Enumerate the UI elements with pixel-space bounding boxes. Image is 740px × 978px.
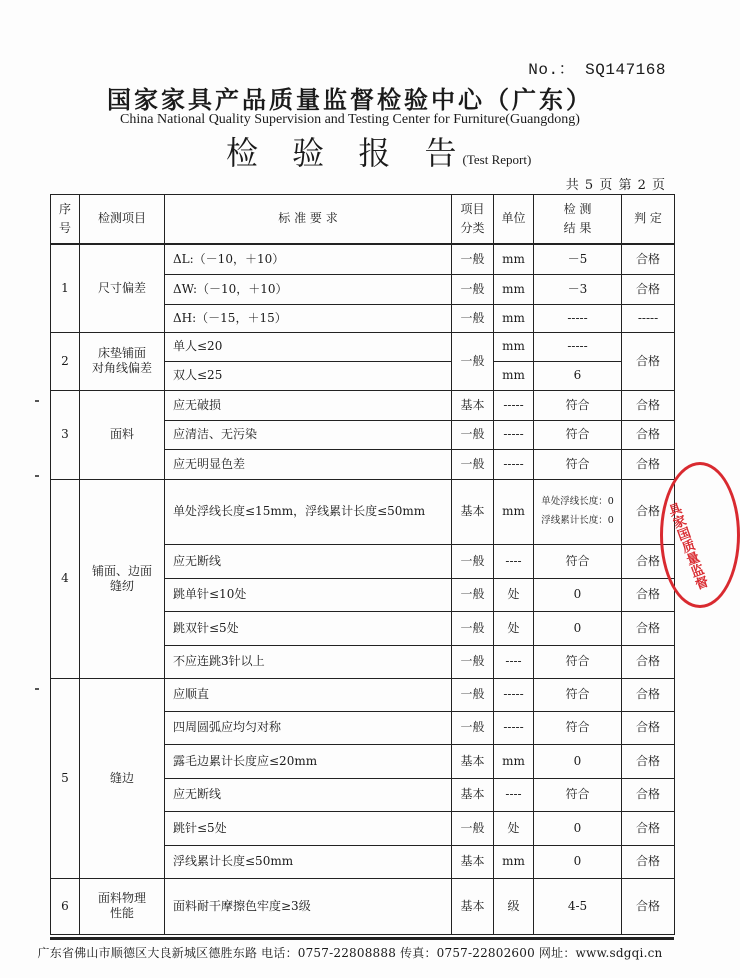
requirement-cell: 应无明显色差 [165,449,452,479]
result-cell: 4-5 [534,878,622,934]
category-cell: 一般 [452,244,494,274]
official-seal [660,462,740,608]
requirement-cell: 应清洁、无污染 [165,420,452,449]
seq-cell: 4 [51,479,80,678]
item-cell: 面料物理 性能 [80,878,165,934]
category-cell: 一般 [452,544,494,578]
margin-mark [35,475,39,477]
seq-cell: 5 [51,678,80,878]
requirement-cell: 四周圆弧应均匀对称 [165,711,452,744]
judgement-cell: 合格 [622,611,675,645]
category-cell: 一般 [452,304,494,332]
seq-cell: 1 [51,244,80,332]
category-cell: 一般 [452,645,494,678]
result-cell: 符合 [534,544,622,578]
category-cell: 基本 [452,878,494,934]
seal-text: 具家国质量监督 [663,501,710,592]
judgement-cell: 合格 [622,845,675,878]
report-number: No.： SQ147168 [528,61,666,79]
category-cell: 一般 [452,274,494,304]
unit-cell: ----- [494,390,534,420]
result-cell: 0 [534,744,622,778]
unit-cell: mm [494,304,534,332]
seq-cell: 6 [51,878,80,934]
result-cell: 符合 [534,420,622,449]
item-cell: 铺面、边面 缝纫 [80,479,165,678]
header-result: 检 测 结 果 [534,195,622,245]
table-row [51,244,675,274]
unit-cell: ---- [494,645,534,678]
category-cell: 一般 [452,332,494,390]
requirement-cell: 浮线累计长度≤50mm [165,845,452,878]
page-indicator: 共 5 页 第 2 页 [565,178,666,193]
category-cell: 基本 [452,390,494,420]
result-cell: 符合 [534,711,622,744]
requirement-cell: 单处浮线长度≤15mm，浮线累计长度≤50mm [165,479,452,544]
unit-cell: 处 [494,811,534,845]
result-cell: 6 [534,361,622,390]
judgement-cell: 合格 [622,390,675,420]
result-cell: 符合 [534,778,622,811]
result-cell: 0 [534,845,622,878]
judgement-cell: 合格 [622,744,675,778]
table-header-row [51,195,675,245]
header-unit: 单位 [494,195,534,245]
footer-divider [50,937,674,940]
unit-cell: mm [494,361,534,390]
margin-mark [35,400,39,402]
header-seq: 序 号 [51,195,80,245]
unit-cell: mm [494,332,534,361]
judgement-cell: 合格 [622,479,675,544]
header-judgement: 判 定 [622,195,675,245]
judgement-cell: ----- [622,304,675,332]
requirement-cell: 应无破损 [165,390,452,420]
unit-cell: 处 [494,578,534,611]
unit-cell: ----- [494,449,534,479]
judgement-cell: 合格 [622,578,675,611]
category-cell: 基本 [452,845,494,878]
requirement-cell: 双人≤25 [165,361,452,390]
category-cell: 一般 [452,678,494,711]
result-cell: 符合 [534,390,622,420]
category-cell: 基本 [452,744,494,778]
judgement-cell: 合格 [622,711,675,744]
result-cell: 0 [534,611,622,645]
judgement-cell: 合格 [622,449,675,479]
unit-cell: ---- [494,778,534,811]
category-cell: 一般 [452,811,494,845]
result-cell: ----- [534,304,622,332]
result-cell: 0 [534,811,622,845]
seq-cell: 3 [51,390,80,479]
item-cell: 尺寸偏差 [80,244,165,332]
judgement-cell: 合格 [622,544,675,578]
unit-cell: ----- [494,678,534,711]
requirement-cell: 跳单针≤10处 [165,578,452,611]
judgement-cell: 合格 [622,332,675,390]
item-cell: 床垫铺面 对角线偏差 [80,332,165,390]
seq-cell: 2 [51,332,80,390]
result-cell: 0 [534,578,622,611]
requirement-cell: 跳针≤5处 [165,811,452,845]
requirement-cell: 不应连跳3针以上 [165,645,452,678]
requirement-cell: 单人≤20 [165,332,452,361]
unit-cell: mm [494,845,534,878]
table-row [51,878,675,934]
table-row [51,678,675,711]
judgement-cell: 合格 [622,678,675,711]
unit-cell: ---- [494,544,534,578]
requirement-cell: 面料耐干摩擦色牢度≥3级 [165,878,452,934]
table-row [51,332,675,361]
center-title-en: China National Quality Supervision and Testing Center for Furniture(Guangdong) [120,112,580,127]
category-cell: 一般 [452,711,494,744]
unit-cell: mm [494,244,534,274]
requirement-cell: 跳双针≤5处 [165,611,452,645]
requirement-cell: 应无断线 [165,544,452,578]
judgement-cell: 合格 [622,274,675,304]
unit-cell: mm [494,744,534,778]
judgement-cell: 合格 [622,420,675,449]
unit-cell: ----- [494,711,534,744]
judgement-cell: 合格 [622,811,675,845]
test-results-table [50,194,675,935]
judgement-cell: 合格 [622,244,675,274]
header-requirement: 标 准 要 求 [165,195,452,245]
report-title-en: (Test Report) [462,152,532,167]
judgement-cell: 合格 [622,778,675,811]
center-title-cn: 国家家具产品质量监督检验中心（广东） [107,86,593,114]
report-title-cn: 检 验 报 告 [226,134,469,172]
requirement-cell: 应顺直 [165,678,452,711]
table-row [51,390,675,420]
unit-cell: ----- [494,420,534,449]
requirement-cell: 应无断线 [165,778,452,811]
result-cell: 符合 [534,645,622,678]
unit-cell: mm [494,479,534,544]
result-cell: 单处浮线长度：0 浮线累计长度：0 [534,479,622,544]
result-cell: －5 [534,244,622,274]
table-row [51,479,675,544]
category-cell: 一般 [452,449,494,479]
judgement-cell: 合格 [622,645,675,678]
footer-contact: 广东省佛山市顺德区大良新城区德胜东路 电话：0757-22808888 传真：0757-22802600 网址：www.sdgqi.cn [37,946,663,960]
result-cell: －3 [534,274,622,304]
item-cell: 缝边 [80,678,165,878]
report-title [226,128,531,174]
unit-cell: mm [494,274,534,304]
item-cell: 面料 [80,390,165,479]
unit-cell: 处 [494,611,534,645]
judgement-cell: 合格 [622,878,675,934]
category-cell: 基本 [452,778,494,811]
category-cell: 基本 [452,479,494,544]
margin-mark [35,688,39,690]
result-cell: 符合 [534,678,622,711]
header-category: 项目 分类 [452,195,494,245]
requirement-cell: 露毛边累计长度应≤20mm [165,744,452,778]
requirement-cell: ΔL:（－10，＋10） [165,244,452,274]
requirement-cell: ΔH:（－15，＋15） [165,304,452,332]
result-cell: ----- [534,332,622,361]
category-cell: 一般 [452,420,494,449]
requirement-cell: ΔW:（－10，＋10） [165,274,452,304]
category-cell: 一般 [452,578,494,611]
unit-cell: 级 [494,878,534,934]
category-cell: 一般 [452,611,494,645]
header-item: 检测项目 [80,195,165,245]
result-cell: 符合 [534,449,622,479]
